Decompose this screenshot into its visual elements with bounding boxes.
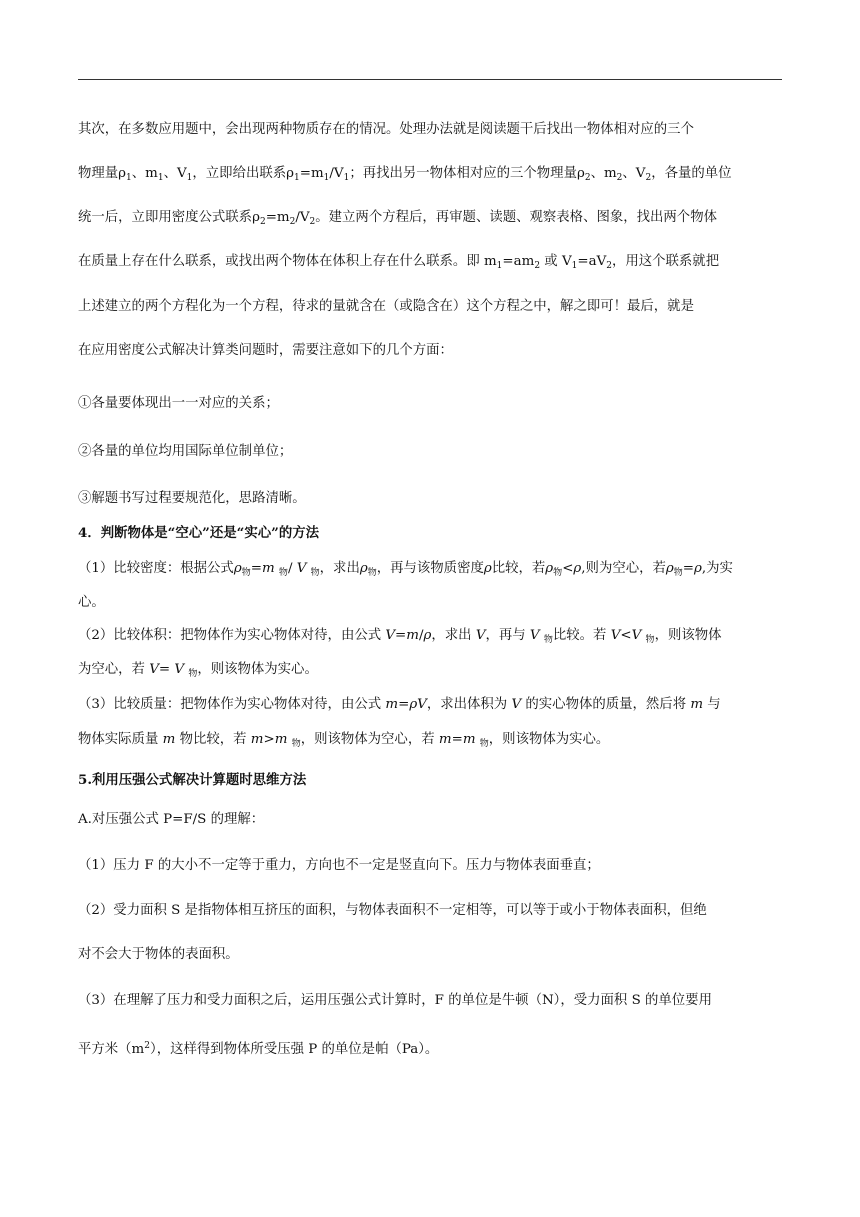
section5-heading: 5.利用压强公式解决计算题时思维方法 xyxy=(78,772,307,788)
para1-line2: 物理量$\rho_1$、$m_1$、$V_1$，立即给出联系$\rho_1=m_1/V_1$；再找出另一物体相对应的三个物理量$\rho_2$、$m_2$、$V_2$，各量的单位 xyxy=(78,166,732,183)
section4-method3-line1: （3）比较质量：把物体作为实心物体对待，由公式 m=ρV，求出体积为 V 的实心物体的质量，然后将 m 与 xyxy=(78,697,721,712)
section5-item3-line1: （3）在理解了压力和受力面积之后，运用压强公式计算时，F 的单位是牛顿（N），受力面积 S 的单位要用 xyxy=(78,993,712,1008)
para1-line4: 在质量上存在什么联系，或找出两个物体在体积上存在什么联系。即 $m_1=am_2$ 或 $V_1=aV_2$，用这个联系就把 xyxy=(78,254,720,271)
section5-item3-line2: 平方米$(m^2)$，这样得到物体所受压强 P 的单位是帕（Pa）。 xyxy=(78,1041,439,1057)
header-rule xyxy=(78,79,782,80)
para1-line5: 上述建立的两个方程化为一个方程，待求的量就含在（或隐含在）这个方程之中，解之即可！最后，就是 xyxy=(78,299,694,314)
section4-method2-line2: 为空心，若 V= V $_物$，则该物体为实心。 xyxy=(78,662,318,679)
point-3: ③解题书写过程要规范化，思路清晰。 xyxy=(78,491,306,506)
point-2: ②各量的单位均用国际单位制单位； xyxy=(78,444,293,459)
section5-subheading: A.对压强公式 P=F/S 的理解： xyxy=(78,812,265,827)
section4-method1-line2: 心。 xyxy=(78,595,105,610)
section5-item2-line2: 对不会大于物体的表面积。 xyxy=(78,947,239,962)
section4-heading: 4．判断物体是“空心”还是“实心”的方法 xyxy=(78,525,319,541)
point-1: ①各量要体现出一一对应的关系； xyxy=(78,396,279,411)
section5-item2-line1: （2）受力面积 S 是指物体相互挤压的面积，与物体表面积不一定相等，可以等于或小于物体表面积，但绝 xyxy=(78,903,707,918)
section4-method3-line2: 物体实际质量 m 物比较，若 m>m $_物$，则该物体为空心，若 m=m $_物$，则该物体为实心。 xyxy=(78,732,610,749)
para1-line6: 在应用密度公式解决计算类问题时，需要注意如下的几个方面： xyxy=(78,343,453,358)
section4-method2-line1: （2）比较体积：把物体作为实心物体对待，由公式 V=m/ρ，求出 V，再与 V $_物$比较。若 V<V $_物$，则该物体 xyxy=(78,628,722,645)
section4-method1-line1: （1）比较密度：根据公式$\rho_物=m$ $_物$/ V $_物$，求出$\rho_物$，再与该物质密度ρ比较，若$\rho_物<\rho$,则为空心，若$\rho_物=\rho$,为实 xyxy=(78,561,733,578)
section5-item1: （1）压力 F 的大小不一定等于重力，方向也不一定是竖直向下。压力与物体表面垂直； xyxy=(78,858,600,873)
para1-line1: 其次，在多数应用题中，会出现两种物质存在的情况。处理办法就是阅读题干后找出一物体相对应的三个 xyxy=(78,122,694,137)
para1-line3: 统一后，立即用密度公式联系$\rho_2=m_2/V_2$。建立两个方程后，再审题、读题、观察表格、图象，找出两个物体 xyxy=(78,210,717,227)
